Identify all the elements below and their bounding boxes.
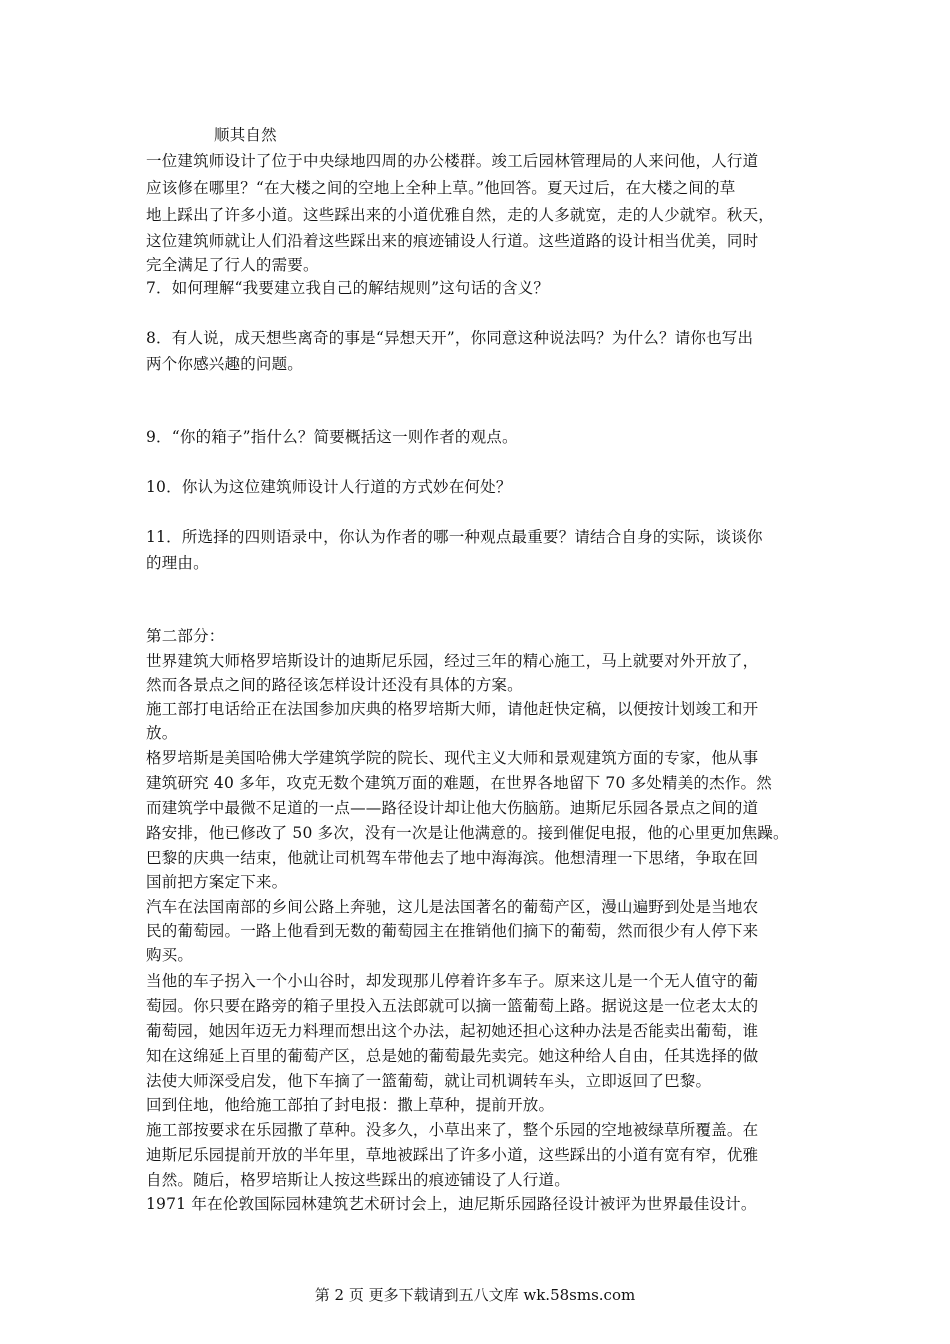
part2-line: 回到住地，他给施工部拍了封电报：撒上草种，提前开放。 — [146, 1096, 555, 1114]
part2-line: 而建筑学中最微不足道的一点——路径设计却让他大伤脑筋。迪斯尼乐园各景点之间的道 — [146, 799, 759, 817]
part2-line: 葡萄园，她因年迈无力料理而想出这个办法，起初她还担心这种办法是否能卖出葡萄，谁 — [146, 1022, 759, 1040]
part2-line: 格罗培斯是美国哈佛大学建筑学院的院长、现代主义大师和景观建筑方面的专家，他从事 — [146, 749, 759, 767]
paragraph-line: 应该修在哪里？“在大楼之间的空地上全种上草。”他回答。夏天过后，在大楼之间的草 — [146, 179, 736, 197]
part2-line: 国前把方案定下来。 — [146, 873, 288, 891]
part2-line: 知在这绵延上百里的葡萄产区，总是她的葡萄最先卖完。她这种给人自由，任其选择的做 — [146, 1047, 759, 1065]
question-8-line: 8．有人说，成天想些离奇的事是“异想天开”，你同意这种说法吗？为什么？请你也写出 — [146, 329, 754, 347]
part2-line: 1971 年在伦敦国际园林建筑艺术研讨会上，迪尼斯乐园路径设计被评为世界最佳设计。 — [146, 1195, 757, 1213]
part2-line: 路安排，他已修改了 50 多次，没有一次是让他满意的。接到催促电报，他的心里更加焦躁。 — [146, 824, 789, 842]
part2-line: 当他的车子拐入一个小山谷时，却发现那儿停着许多车子。原来这儿是一个无人值守的葡 — [146, 972, 759, 990]
question-11-line: 11．所选择的四则语录中，你认为作者的哪一种观点最重要？请结合自身的实际，谈谈你 — [146, 528, 763, 546]
paragraph-line: 这位建筑师就让人们沿着这些踩出来的痕迹铺设人行道。这些道路的设计相当优美，同时 — [146, 232, 759, 250]
part2-line: 自然。随后，格罗培斯让人按这些踩出的痕迹铺设了人行道。 — [146, 1171, 570, 1189]
question-7: 7．如何理解“我要建立我自己的解结规则”这句话的含义？ — [146, 279, 550, 297]
page-footer: 第 2 页 更多下载请到五八文库 wk.58sms.com — [314, 1286, 636, 1304]
part2-line: 然而各景点之间的路径该怎样设计还没有具体的方案。 — [146, 676, 523, 694]
part2-line: 巴黎的庆典一结束，他就让司机驾车带他去了地中海海滨。他想清理一下思绪，争取在回 — [146, 849, 759, 867]
part2-line: 施工部打电话给正在法国参加庆典的格罗培斯大师，请他赶快定稿，以便按计划竣工和开 — [146, 700, 759, 718]
paragraph-line: 完全满足了行人的需要。 — [146, 256, 319, 274]
part2-line: 汽车在法国南部的乡间公路上奔驰，这儿是法国著名的葡萄产区，漫山遍野到处是当地农 — [146, 898, 759, 916]
part2-line: 法使大师深受启发，他下车摘了一篮葡萄，就让司机调转车头，立即返回了巴黎。 — [146, 1072, 712, 1090]
part2-heading: 第二部分： — [146, 627, 225, 645]
part2-line: 施工部按要求在乐园撒了草种。没多久，小草出来了，整个乐园的空地被绿草所覆盖。在 — [146, 1121, 759, 1139]
section-title: 顺其自然 — [214, 126, 277, 144]
question-11-line: 的理由。 — [146, 554, 209, 572]
question-8-line: 两个你感兴趣的问题。 — [146, 355, 304, 373]
part2-line: 世界建筑大师格罗培斯设计的迪斯尼乐园，经过三年的精心施工，马上就要对外开放了， — [146, 652, 759, 670]
part2-line: 放。 — [146, 724, 178, 742]
part2-line: 萄园。你只要在路旁的箱子里投入五法郎就可以摘一篮葡萄上路。据说这是一位老太太的 — [146, 997, 759, 1015]
part2-line: 购买。 — [146, 946, 194, 964]
paragraph-line: 一位建筑师设计了位于中央绿地四周的办公楼群。竣工后园林管理局的人来问他，人行道 — [146, 152, 759, 170]
part2-line: 迪斯尼乐园提前开放的半年里，草地被踩出了许多小道，这些踩出的小道有宽有窄，优雅 — [146, 1146, 759, 1164]
question-10: 10．你认为这位建筑师设计人行道的方式妙在何处？ — [146, 478, 512, 496]
question-9: 9．“你的箱子”指什么？简要概括这一则作者的观点。 — [146, 428, 518, 446]
paragraph-line: 地上踩出了许多小道。这些踩出来的小道优雅自然，走的人多就宽，走的人少就窄。秋天， — [146, 206, 775, 224]
part2-line: 建筑研究 40 多年，攻克无数个建筑万面的难题，在世界各地留下 70 多处精美的杰作。然 — [146, 774, 772, 792]
part2-line: 民的葡萄园。一路上他看到无数的葡萄园主在推销他们摘下的葡萄，然而很少有人停下来 — [146, 922, 759, 940]
